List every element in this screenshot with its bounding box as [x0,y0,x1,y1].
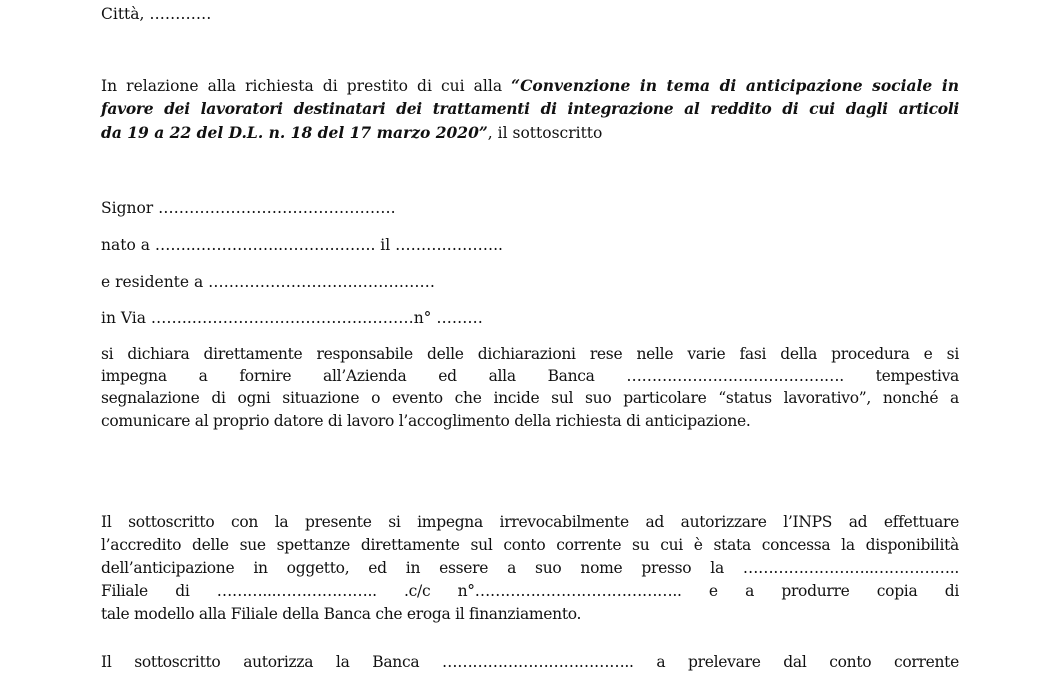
field-residente: e residente a ………………………..…………… [101,273,436,291]
convention-title-part-2: favore dei lavoratori destinatari dei trattamenti di integrazione al reddito di cui dagli articoli [101,99,959,118]
declaration-line-4: comunicare al proprio datore di lavoro l’accoglimento della richiesta di anticipazione. [101,412,751,430]
intro-line-3 [101,122,602,144]
intro-tail: , il sottoscritto [487,124,603,142]
inps-line-3: dell’anticipazione in oggetto, ed in essere a suo nome presso la ……………………..…………….. [101,559,959,577]
inps-line-2: l’accredito delle sue spettanze direttamente sul conto corrente su cui è stata concessa la disponibilità [101,536,959,554]
convention-title-part-1: “Convenzione in tema di anticipazione sociale in [511,76,960,95]
inps-line-1: Il sottoscritto con la presente si impegna irrevocabilmente ad autorizzare l’INPS ad effettuare [101,513,959,531]
declaration-line-1: si dichiara direttamente responsabile delle dichiarazioni rese nelle varie fasi della procedura e si [101,345,959,363]
field-nato-a: nato a ……..……………..……….…….. il ……….……….. [101,236,503,254]
field-via: in Via ……..…………………………….………n° ……… [101,309,483,327]
bank-line-1: Il sottoscritto autorizza la Banca ……………………………….. a prelevare dal conto corrente [101,653,959,671]
convention-title-part-3: da 19 a 22 del D.L. n. 18 del 17 marzo 2020” [101,123,488,142]
intro-lead: In relazione alla richiesta di prestito di cui alla [101,77,512,95]
declaration-line-3: segnalazione di ogni situazione o evento che incide sul suo particolare “status lavorativo”, nonché a [101,389,959,407]
inps-line-4: Filiale di ………...……………….. .c/c n°………………………………….. e a produrre copia di [101,582,959,600]
field-signor: Signor ………………………………………. [101,199,396,217]
inps-line-5: tale modello alla Filiale della Banca che eroga il finanziamento. [101,605,582,623]
declaration-line-2: impegna a fornire all’Azienda ed alla Banca ……………………………………. tempestiva [101,367,959,385]
intro-line-1 [101,75,959,97]
city-date-line: Città, ………… [101,5,212,23]
